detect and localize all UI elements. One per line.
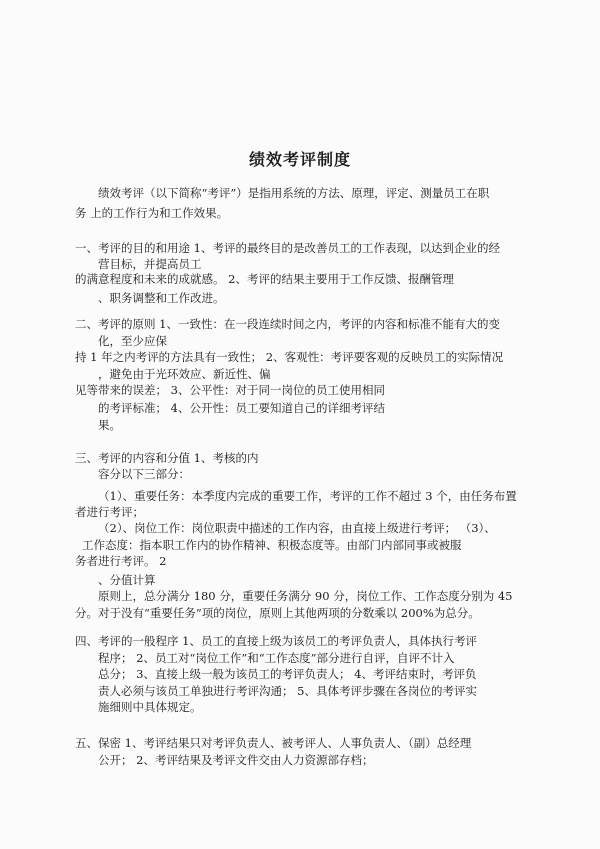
section-4-heading: 四、考评的一般程序 1、员工的直接上级为该员工的考评负责人，具体执行考评: [75, 634, 477, 648]
section-5-line-2: 公开； 2、考评结果及考评文件交由人力资源部存档；: [98, 753, 374, 767]
document-title: 绩效考评制度: [248, 150, 351, 169]
section-3-line-2: 容分以下三部分：: [98, 467, 190, 481]
text-line-intro-1: 绩效考评（以下简称“考评”）是指用系统的方法、原理，评定、测量员工在职: [98, 186, 490, 200]
text-line-intro-2: 务 上的工作行为和工作效果。: [75, 206, 229, 220]
section-3-line-8: 、分值计算: [98, 573, 156, 587]
section-2-line-4: ，避免由于光环效应、新近性、偏: [98, 367, 271, 381]
section-1-line-2: 营目标，并提高员工: [98, 257, 202, 271]
section-4-line-4: 责人必须与该员工单独进行考评沟通； 5、具体考评步骤在各岗位的考评实: [98, 684, 477, 698]
section-4-line-3: 总分； 3、直接上级一般为该员工的考评负责人； 4、考评结束时，考评负: [98, 667, 477, 681]
section-3-line-4: 者进行考评；: [75, 505, 144, 519]
section-3-line-9: 原则上，总分满分 180 分，重要任务满分 90 分，岗位工作、工作态度分别为 45: [98, 589, 513, 603]
section-2-line-3: 持 1 年之内考评的方法具有一致性； 2、客观性：考评要客观的反映员工的实际情况: [75, 350, 504, 364]
section-3-line-3: （1）、重要任务：本季度内完成的重要工作，考评的工作不超过 3 个，由任务布置: [98, 489, 517, 503]
section-4-line-5: 施细则中具体规定。: [98, 700, 202, 714]
section-3-line-5: （2）、岗位工作：岗位职责中描述的工作内容，由直接上级进行考评； （3）、: [98, 521, 496, 535]
section-5-heading: 五、保密 1、考评结果只对考评负责人、被考评人、人事负责人、（副）总经理: [75, 736, 472, 750]
section-1-line-3: 的满意程度和未来的成就感。 2、考评的结果主要用于工作反馈、报酬管理: [75, 272, 454, 286]
section-3-heading: 三、考评的内容和分值 1、考核的内: [75, 451, 259, 465]
section-3-line-7: 务者进行考评。 2: [75, 554, 167, 568]
section-2-line-6: 的考评标准； 4、公开性：员工要知道自己的详细考评结: [98, 401, 385, 415]
section-4-line-2: 程序； 2、员工对“岗位工作”和“工作态度”部分进行自评，自评不计入: [98, 651, 455, 665]
section-2-line-7: 果。: [98, 418, 121, 432]
section-2-line-5: 见等带来的误差； 3、公平性：对于同一岗位的员工使用相同: [75, 383, 385, 397]
section-3-line-10: 分。对于没有“重要任务”项的岗位，原则上其他两项的分数乘以 200%为总分。: [75, 606, 480, 620]
section-2-line-2: 化，至少应保: [98, 334, 167, 348]
section-3-line-6: 工作态度：指本职工作内的协作精神、积极态度等。由部门内部同事或被服: [82, 538, 462, 552]
section-1-heading: 一、考评的目的和用途 1、考评的最终目的是改善员工的工作表现，以达到企业的经: [75, 241, 500, 255]
section-2-heading: 二、考评的原则 1、一致性：在一段连续时间之内，考评的内容和标准不能有大的变: [75, 317, 500, 331]
section-1-line-4: 、职务调整和工作改进。: [98, 291, 225, 305]
